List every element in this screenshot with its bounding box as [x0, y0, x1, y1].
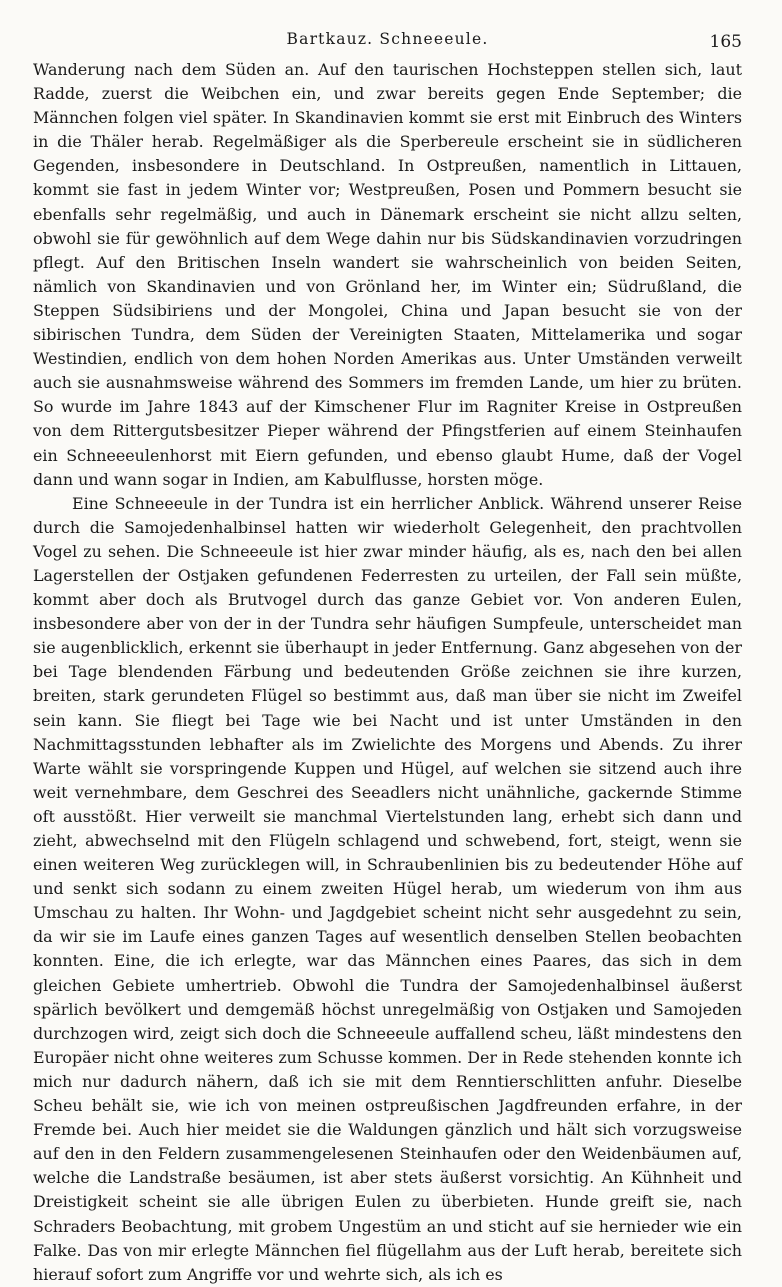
- page-number: 165: [709, 32, 742, 52]
- body-text: [33, 58, 742, 1287]
- paragraph: Eine Schneeeule in der Tundra ist ein herrlicher Anblick. Während unserer Reise durch die Samojedenhalbinsel hatten wir wiederholt Gelegenheit, den prachtvollen Vogel zu sehen. Die Schneeeule ist hier zwar minder häufig, als es, nach den bei allen Lagerstellen der Ostjaken gefundenen Federresten zu urteilen, der Fall sein müßte, kommt aber doch als Brutvogel durch das ganze Gebiet vor. Von anderen Eulen, insbesondere aber von der in der Tundra sehr häufigen Sumpfeule, unterscheidet man sie augenblicklich, erkennt sie überhaupt in jeder Entfernung. Ganz abgesehen von der bei Tage blendenden Färbung und bedeutenden Größe zeichnen sie ihre kurzen, breiten, stark gerundeten Flügel so bestimmt aus, daß man über sie nicht im Zweifel sein kann. Sie fliegt bei Tage wie bei Nacht und ist unter Umständen in den Nachmittagsstunden lebhafter als im Zwielichte des Morgens und Abends. Zu ihrer Warte wählt sie vorspringende Kuppen und Hügel, auf welchen sie sitzend auch ihre weit vernehmbare, dem Geschrei des Seeadlers nicht unähnliche, gackernde Stimme oft ausstößt. Hier verweilt sie manchmal Viertelstunden lang, erhebt sich dann und zieht, abwechselnd mit den Flügeln schlagend und schwebend, fort, steigt, wenn sie einen weiteren Weg zurücklegen will, in Schraubenlinien bis zu bedeutender Höhe auf und senkt sich sodann zu einem zweiten Hügel herab, um wiederum von ihm aus Umschau zu halten. Ihr Wohn- und Jagdgebiet scheint nicht sehr ausgedehnt zu sein, da wir sie im Laufe eines ganzen Tages auf wesentlich denselben Stellen beobachten konnten. Eine, die ich erlegte, war das Männchen eines Paares, das sich in dem gleichen Gebiete umhertrieb. Obwohl die Tundra der Samojedenhalbinsel äußerst spärlich bevölkert und demgemäß höchst unregelmäßig von Ostjaken und Samojeden durchzogen wird, zeigt sich doch die Schneeeule auffallend scheu, läßt mindestens den Europäer nicht ohne weiteres zum Schusse kommen. Der in Rede stehenden konnte ich mich nur dadurch nähern, daß ich sie mit dem Renntierschlitten anfuhr. Dieselbe Scheu behält sie, wie ich von meinen ostpreußischen Jagdfreunden erfahre, in der Fremde bei. Auch hier meidet sie die Waldungen gänzlich und hält sich vorzugsweise auf den in den Feldern zusammengelesenen Steinhaufen oder den Weidenbäumen auf, welche die Landstraße besäumen, ist aber stets äußerst vorsichtig. An Kühnheit und Dreistigkeit scheint sie alle übrigen Eulen zu überbieten. Hunde greift sie, nach Schraders Beobachtung, mit grobem Ungestüm an und sticht auf sie hernieder wie ein Falke. Das von mir erlegte Männchen fiel flügellahm aus der Luft herab, bereitete sich hierauf sofort zum Angriffe vor und wehrte sich, als ich es: [33, 493, 742, 1284]
- paragraph: Wanderung nach dem Süden an. Auf den taurischen Hochsteppen stellen sich, laut Radde, zuerst die Weibchen ein, und zwar bereits gegen Ende September; die Männchen folgen viel später. In Skandinavien kommt sie erst mit Einbruch des Winters in die Thäler herab. Regelmäßiger als die Sperbereule erscheint sie in südlicheren Gegenden, insbesondere in Deutschland. In Ostpreußen, namentlich in Littauen, kommt sie fast in jedem Winter vor; Westpreußen, Posen und Pommern besucht sie ebenfalls sehr regelmäßig, und auch in Dänemark erscheint sie nicht allzu selten, obwohl sie für gewöhnlich auf dem Wege dahin nur bis Südskandinavien vorzudringen pflegt. Auf den Britischen Inseln wandert sie wahrscheinlich von beiden Seiten, nämlich von Skandinavien und von Grönland her, im Winter ein; Südrußland, die Steppen Südsibiriens und der Mongolei, China und Japan besucht sie von der sibirischen Tundra, dem Süden der Vereinigten Staaten, Mittelamerika und sogar Westindien, endlich von dem hohen Norden Amerikas aus. Unter Umständen verweilt auch sie ausnahmsweise während des Sommers im fremden Lande, um hier zu brüten. So wurde im Jahre 1843 auf der Kimschener Flur im Ragniter Kreise in Ostpreußen von dem Rittergutsbesitzer Pieper während der Pfingstferien auf einem Steinhaufen ein Schneeeulenhorst mit Eiern gefunden, und ebenso glaubt Hume, daß der Vogel dann und wann sogar in Indien, am Kabulflusse, horsten möge.: [33, 60, 742, 489]
- running-title: Bartkauz. Schneeeule.: [286, 30, 489, 48]
- running-head: [33, 28, 742, 58]
